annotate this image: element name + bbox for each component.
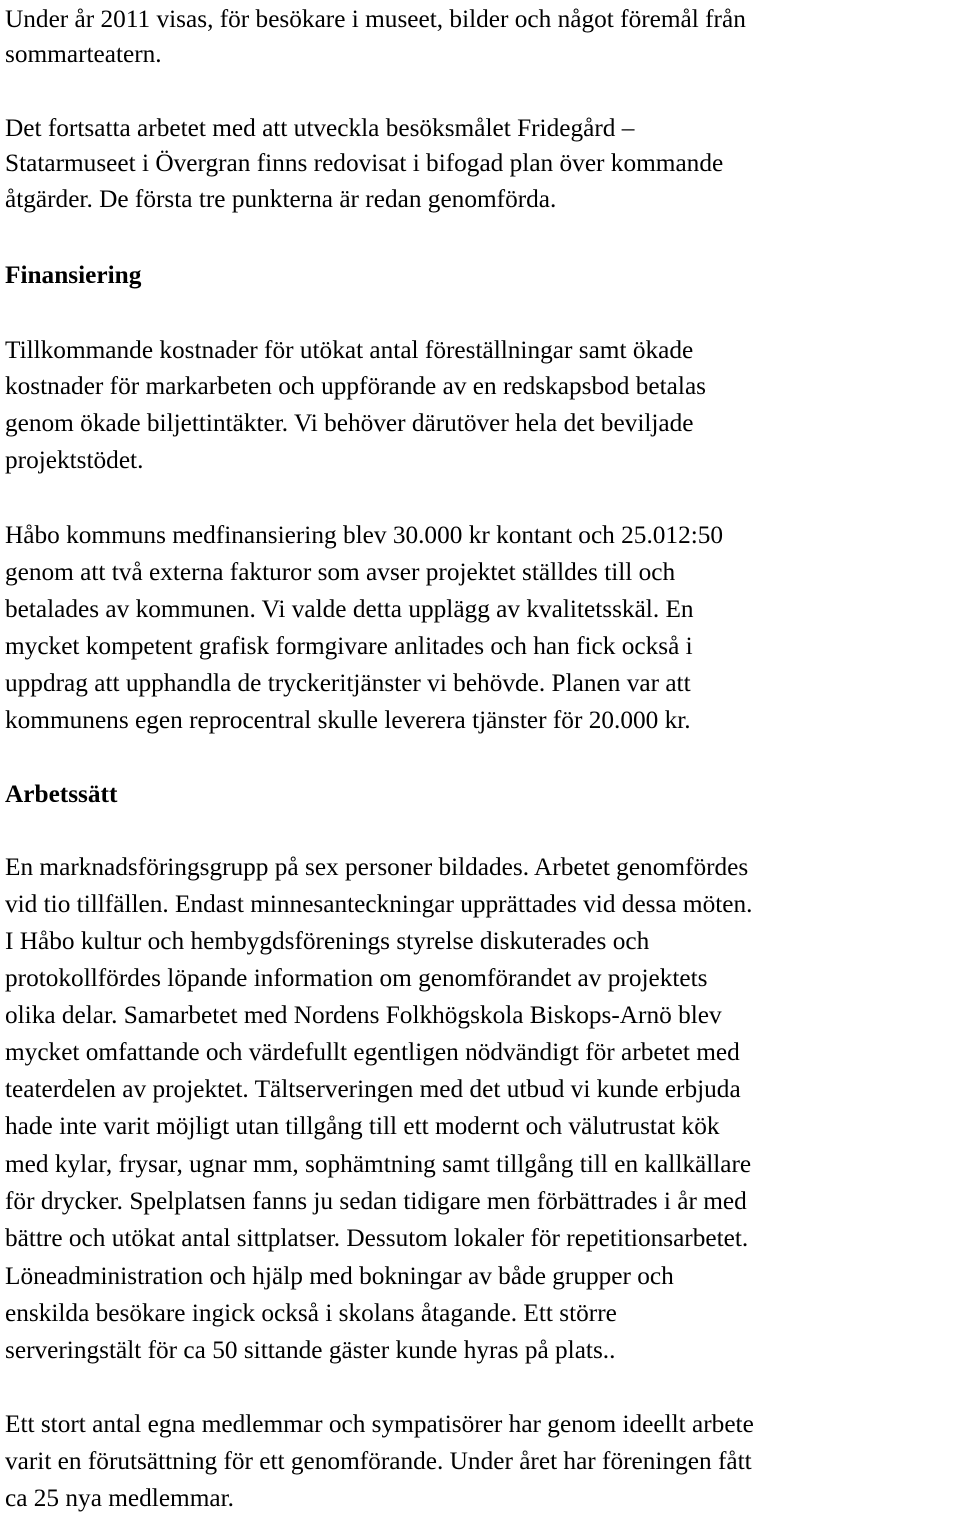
text-line: Ett stort antal egna medlemmar och sympatisörer har genom ideellt arbete [5, 1410, 754, 1438]
text-line: kommunens egen reprocentral skulle leverera tjänster för 20.000 kr. [5, 706, 691, 734]
text-line: I Håbo kultur och hembygdsförenings styrelse diskuterades och [5, 927, 650, 955]
text-line: ca 25 nya medlemmar. [5, 1484, 234, 1512]
section-heading-working-method: Arbetssätt [5, 780, 118, 808]
text-line: protokollfördes löpande information om genomförandet av projektets [5, 964, 708, 992]
text-line: mycket kompetent grafisk formgivare anlitades och han fick också i [5, 632, 693, 660]
text-line: hade inte varit möjligt utan tillgång till ett modernt och välutrustat kök [5, 1112, 720, 1140]
text-line: bättre och utökat antal sittplatser. Dessutom lokaler för repetitionsarbetet. [5, 1224, 749, 1252]
text-line: Löneadministration och hjälp med bokningar av både grupper och [5, 1262, 674, 1290]
text-line: olika delar. Samarbetet med Nordens Folkhögskola Biskops-Arnö blev [5, 1001, 722, 1029]
text-line: Statarmuseet i Övergran finns redovisat i bifogad plan över kommande [5, 149, 724, 177]
text-line: Det fortsatta arbetet med att utveckla besöksmålet Fridegård – [5, 114, 635, 142]
text-line: Under år 2011 visas, för besökare i museet, bilder och något föremål från [5, 5, 746, 33]
text-line: En marknadsföringsgrupp på sex personer bildades. Arbetet genomfördes [5, 853, 749, 881]
text-line: sommarteatern. [5, 40, 162, 68]
text-line: genom att två externa fakturor som avser projektet ställdes till och [5, 558, 676, 586]
text-line: genom ökade biljettintäkter. Vi behöver därutöver hela det beviljade [5, 409, 694, 437]
text-line: åtgärder. De första tre punkterna är redan genomförda. [5, 185, 557, 213]
text-line: varit en förutsättning för ett genomförande. Under året har föreningen fått [5, 1447, 752, 1475]
text-line: betalades av kommunen. Vi valde detta upplägg av kvalitetsskäl. En [5, 595, 694, 623]
text-line: med kylar, frysar, ugnar mm, sophämtning samt tillgång till en kallkällare [5, 1150, 752, 1178]
text-line: teaterdelen av projektet. Tältserveringen med det utbud vi kunde erbjuda [5, 1075, 741, 1103]
section-heading-financing: Finansiering [5, 261, 142, 289]
text-line: Tillkommande kostnader för utökat antal föreställningar samt ökade [5, 336, 694, 364]
text-line: serveringstält för ca 50 sittande gäster kunde hyras på plats.. [5, 1336, 616, 1364]
text-line: kostnader för markarbeten och uppförande av en redskapsbod betalas [5, 372, 707, 400]
text-line: för drycker. Spelplatsen fanns ju sedan tidigare men förbättrades i år med [5, 1187, 747, 1215]
text-line: uppdrag att upphandla de tryckeritjänster vi behövde. Planen var att [5, 669, 691, 697]
text-line: mycket omfattande och värdefullt egentligen nödvändigt för arbetet med [5, 1038, 740, 1066]
text-line: vid tio tillfällen. Endast minnesanteckningar upprättades vid dessa möten. [5, 890, 753, 918]
text-line: Håbo kommuns medfinansiering blev 30.000 kr kontant och 25.012:50 [5, 521, 724, 549]
text-line: enskilda besökare ingick också i skolans åtagande. Ett större [5, 1299, 617, 1327]
text-line: projektstödet. [5, 446, 144, 474]
